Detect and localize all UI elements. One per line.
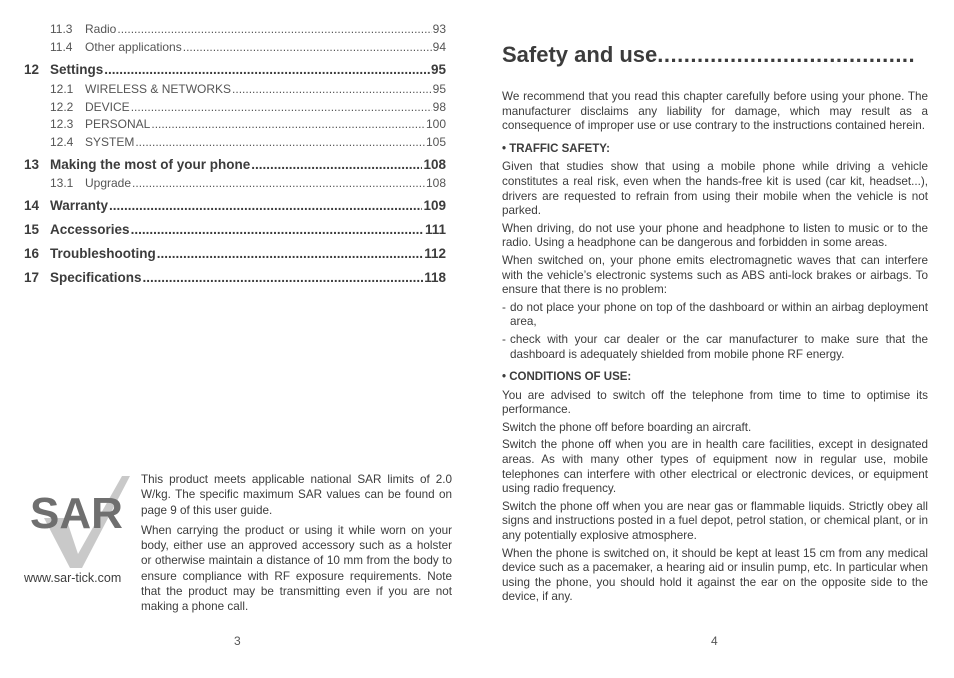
toc-leader-dots	[143, 270, 424, 285]
toc-chapter-16[interactable]	[24, 246, 446, 261]
toc-chapter-page: 111	[424, 222, 446, 237]
toc-leader-dots	[151, 117, 425, 131]
toc-chapter-number: 14	[24, 198, 40, 213]
conditions-paragraph-3: Switch the phone off when you are in health care facilities, except in designated areas. As with many other types of equipment now in regular use, mobile telephones can interfere with other electrical or electronic devices, or equipment using radio frequency.	[502, 438, 928, 496]
sar-tick-logo	[30, 474, 140, 570]
right-page	[502, 16, 928, 666]
toc-entry-page: 100	[425, 117, 446, 131]
list-item-text: check with your car dealer or the car manufacturer to make sure that the dashboard is adequately shielded from mobile phone RF energy.	[510, 332, 928, 361]
toc-chapter-page: 109	[423, 198, 446, 213]
toc-entry-number: 12.4	[50, 135, 74, 149]
toc-chapter-title: Warranty	[50, 198, 109, 213]
toc-entry-page: 94	[432, 40, 446, 54]
toc-entry-11-3[interactable]	[50, 22, 446, 36]
toc-entry-12-3[interactable]	[50, 117, 446, 131]
sar-notice	[141, 472, 452, 620]
sar-logo-text: SAR	[30, 489, 123, 538]
toc-entry-number: 12.3	[50, 117, 74, 131]
toc-entry-title: Upgrade	[85, 176, 132, 190]
toc-chapter-title: Settings	[50, 62, 104, 77]
toc-chapter-title: Making the most of your phone	[50, 157, 251, 172]
toc-entry-title: SYSTEM	[85, 135, 135, 149]
traffic-paragraph-3: When switched on, your phone emits electromagnetic waves that can interfere with the vehicle’s electronic systems such as ABS anti-lock brakes or airbags. To ensure that there is no problem:	[502, 253, 928, 297]
traffic-paragraph-1: Given that studies show that using a mobile phone while driving a vehicle constitutes a real risk, even when the hands-free kit is used (car kit, headset...), drivers are requested to refrain from using their mobile when the vehicle is not parked.	[502, 160, 928, 218]
list-item-text: do not place your phone on top of the dashboard or within an airbag deployment area,	[510, 300, 928, 329]
toc-entry-title: PERSONAL	[85, 117, 151, 131]
toc-entry-title: Other applications	[85, 40, 182, 54]
chapter-title-text: Safety and use	[502, 42, 658, 67]
sar-paragraph-2: When carrying the product or using it while worn on your body, either use an approved accessory such as a holster or otherwise maintain a distance of 10 mm from the body to ensure compliance with RF exposure requirements. Note that the product may be transmitting even if you are not making a phone call.	[141, 523, 452, 614]
toc-chapter-page: 108	[423, 157, 446, 172]
toc-entry-page: 105	[425, 135, 446, 149]
toc-entry-title: DEVICE	[85, 100, 130, 114]
toc-entry-13-1[interactable]	[50, 176, 446, 190]
page-number-left: 3	[234, 634, 241, 648]
toc-chapter-title: Accessories	[50, 222, 130, 237]
dash-marker: -	[502, 300, 506, 314]
toc-entry-12-2[interactable]	[50, 100, 446, 114]
toc-leader-dots	[109, 198, 422, 213]
chapter-title	[502, 42, 928, 68]
toc-leader-dots	[232, 82, 432, 96]
toc-chapter-title: Troubleshooting	[50, 246, 156, 261]
traffic-paragraph-2: When driving, do not use your phone and headphone to listen to music or to the radio. Using a headphone can be dangerous and forbidden in some areas.	[502, 221, 928, 250]
toc-leader-dots	[251, 157, 422, 172]
toc-entry-number: 11.3	[50, 22, 73, 36]
traffic-safety-heading: • TRAFFIC SAFETY:	[502, 142, 610, 155]
toc-chapter-15[interactable]	[24, 222, 446, 237]
toc-chapter-number: 17	[24, 270, 40, 285]
toc-chapter-title: Specifications	[50, 270, 142, 285]
toc-leader-dots	[135, 135, 425, 149]
toc-leader-dots	[117, 22, 431, 36]
left-page	[24, 16, 452, 666]
toc-entry-number: 12.1	[50, 82, 74, 96]
toc-chapter-12[interactable]	[24, 62, 446, 77]
toc-entry-11-4[interactable]	[50, 40, 446, 54]
toc-leader-dots	[132, 176, 425, 190]
intro-paragraph: We recommend that you read this chapter carefully before using your phone. The manufacturer disclaims any liability for damage, which may result as a consequence of improper use or use contrary to the instructions contained herein.	[502, 90, 928, 133]
page-number-right: 4	[711, 634, 718, 648]
toc-chapter-13[interactable]	[24, 157, 446, 172]
chapter-title-dots: .......................................	[657, 42, 916, 67]
toc-leader-dots	[131, 100, 432, 114]
sar-paragraph-1: This product meets applicable national SAR limits of 2.0 W/kg. The specific maximum SAR values can be found on page 9 of this user guide.	[141, 473, 452, 517]
toc-chapter-14[interactable]	[24, 198, 446, 213]
toc-entry-number: 13.1	[50, 176, 74, 190]
toc-entry-number: 12.2	[50, 100, 74, 114]
toc-chapter-number: 16	[24, 246, 40, 261]
conditions-of-use-heading: • CONDITIONS OF USE:	[502, 371, 632, 384]
toc-leader-dots	[131, 222, 424, 237]
toc-entry-page: 98	[432, 100, 446, 114]
toc-entry-number: 11.4	[50, 40, 73, 54]
conditions-paragraph-5: When the phone is switched on, it should be kept at least 15 cm from any medical device such as a pacemaker, a hearing aid or insulin pump, etc. In particular when using the phone, you should hold it against the ear on the opposite side to the device, if any.	[502, 546, 928, 604]
safety-body	[502, 90, 928, 608]
toc-entry-title: WIRELESS & NETWORKS	[85, 82, 232, 96]
toc-chapter-17[interactable]	[24, 270, 446, 285]
dash-marker: -	[502, 332, 506, 346]
toc-leader-dots	[183, 40, 432, 54]
toc-entry-page: 108	[425, 176, 446, 190]
sar-website[interactable]: www.sar-tick.com	[24, 571, 122, 585]
conditions-paragraph-4: Switch the phone off when you are near gas or flammable liquids. Strictly obey all signs and instructions posted in a fuel depot, petrol station, or chemical plant, or in any potentially explosive atmosphere.	[502, 499, 928, 543]
toc-leader-dots	[104, 62, 430, 77]
toc-chapter-page: 95	[430, 62, 446, 77]
toc-entry-title: Radio	[85, 22, 117, 36]
toc-chapter-number: 15	[24, 222, 40, 237]
toc-entry-12-1[interactable]	[50, 82, 446, 96]
list-item	[502, 301, 928, 330]
toc-chapter-page: 112	[424, 246, 446, 261]
toc-leader-dots	[157, 246, 423, 261]
toc-entry-page: 95	[432, 82, 446, 96]
list-item	[502, 333, 928, 362]
toc-entry-page: 93	[432, 22, 446, 36]
conditions-paragraph-1: You are advised to switch off the telephone from time to time to optimise its performance.	[502, 388, 928, 417]
toc-chapter-number: 13	[24, 157, 40, 172]
toc-entry-12-4[interactable]	[50, 135, 446, 149]
conditions-paragraph-2: Switch the phone off before boarding an aircraft.	[502, 420, 752, 434]
toc-chapter-number: 12	[24, 62, 40, 77]
toc-chapter-page: 118	[424, 270, 446, 285]
